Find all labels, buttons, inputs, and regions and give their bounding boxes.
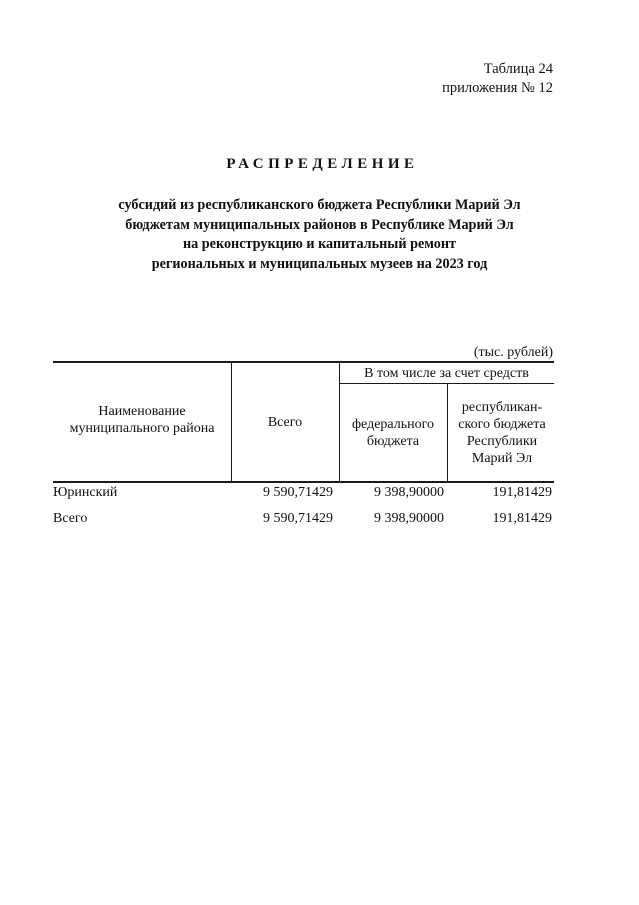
row-federal-value: 9 398,90000 — [374, 511, 444, 526]
appendix-number: приложения № 12 — [442, 80, 553, 96]
row-total-value: 9 590,71429 — [263, 511, 333, 526]
header-total: Всего — [267, 415, 303, 430]
subtitle-line: бюджетам муниципальных районов в Республике Марий Эл — [125, 216, 514, 233]
header-group: В том числе за счет средств — [364, 366, 529, 381]
table-top-rule — [53, 361, 554, 363]
header-federal: федерального бюджета — [351, 417, 435, 449]
table-number: Таблица 24 — [483, 61, 553, 77]
table-reference — [442, 60, 553, 98]
distribution-table — [53, 361, 554, 533]
subtitle-line: на реконструкцию и капитальный ремонт — [182, 236, 457, 252]
header-republic: республикан-ского бюджета Республики Марий Эл — [458, 400, 546, 466]
header-district: Наименование муниципального района — [69, 404, 215, 436]
document-title: РАСПРЕДЕЛЕНИЕ — [226, 156, 419, 172]
row-total-label: Всего — [53, 511, 88, 526]
units-label: (тыс. рублей) — [473, 345, 553, 360]
row-federal-value: 9 398,90000 — [374, 485, 444, 500]
subtitle-line: субсидий из республиканского бюджета Республики Марий Эл — [118, 197, 521, 213]
row-republic-value: 191,81429 — [492, 511, 552, 526]
document-subtitle — [60, 196, 579, 274]
header-bottom-rule — [53, 481, 554, 483]
row-total-value: 9 590,71429 — [263, 485, 333, 500]
row-district-name: Юринский — [53, 485, 118, 500]
subtitle-line: региональных и муниципальных музеев на 2023 год — [151, 255, 488, 272]
column-divider — [447, 383, 448, 482]
row-republic-value: 191,81429 — [492, 485, 552, 500]
